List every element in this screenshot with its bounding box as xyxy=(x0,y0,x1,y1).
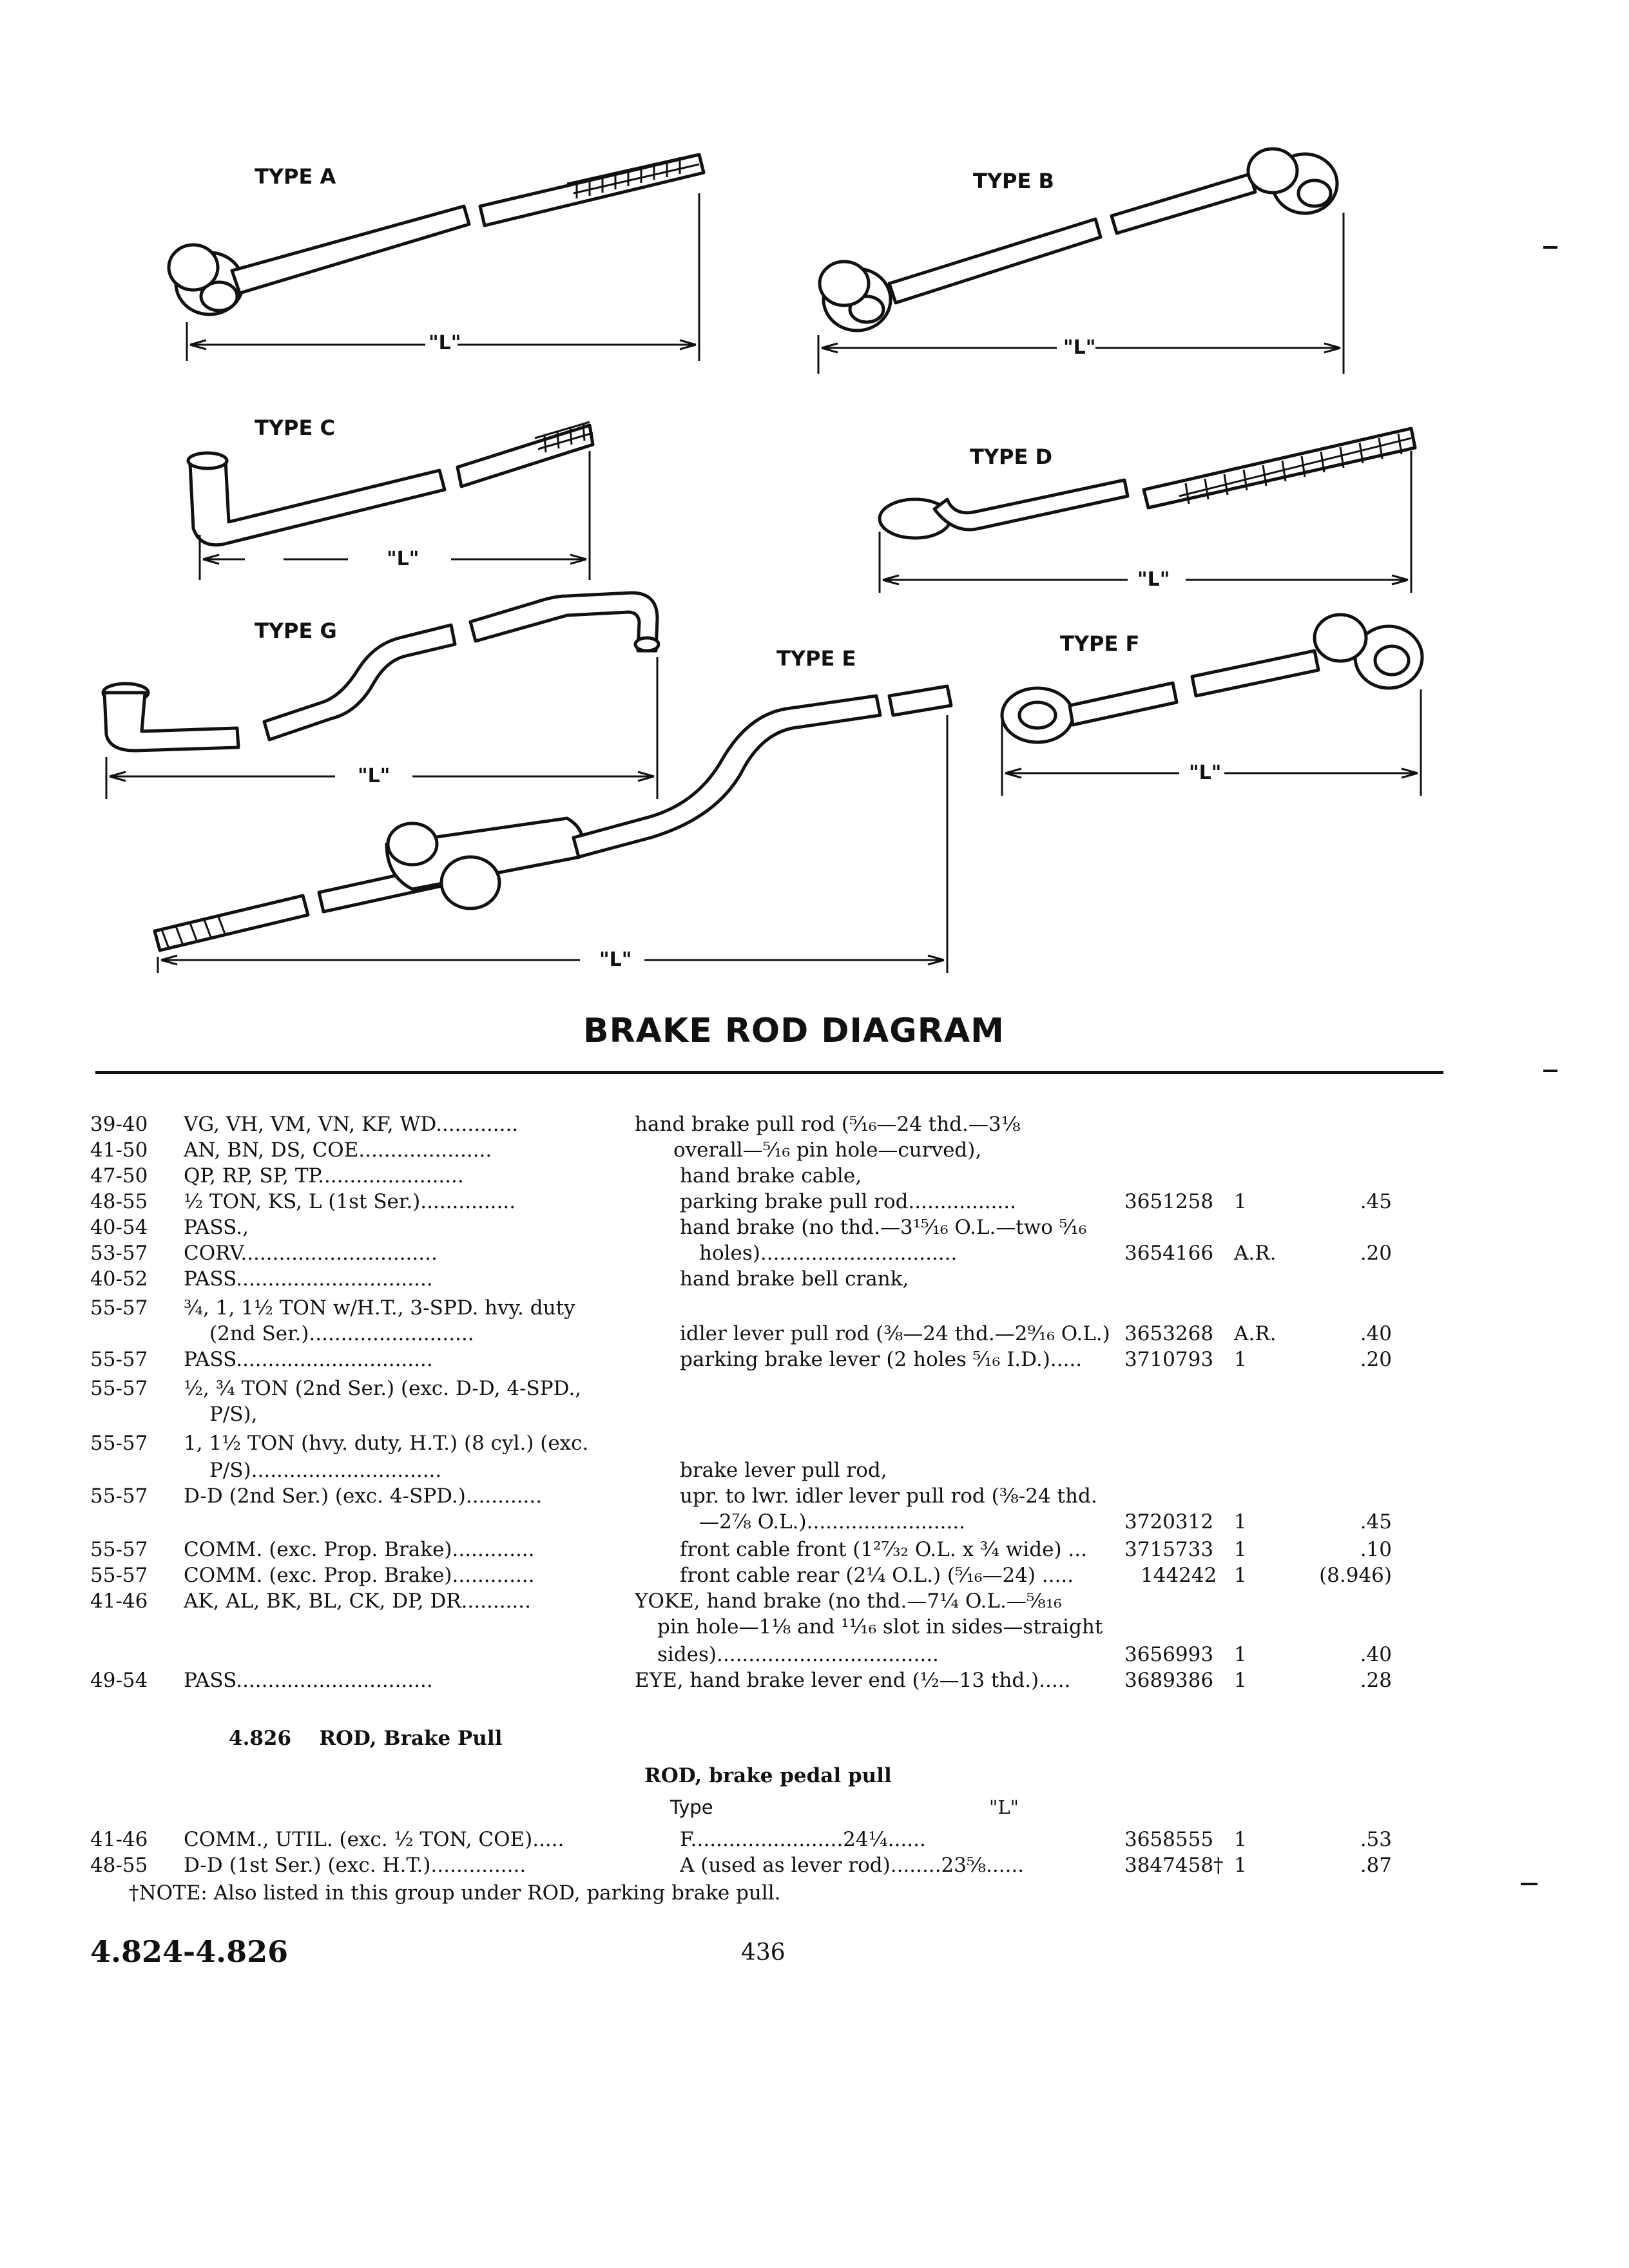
row-part-number: 3654166 xyxy=(1124,1242,1214,1265)
row-quantity: 1 xyxy=(1234,1669,1247,1692)
row-quantity: A.R. xyxy=(1234,1322,1277,1345)
row-years: 49-54 xyxy=(90,1669,148,1692)
column-type-header: Type xyxy=(670,1796,713,1818)
row-description: EYE, hand brake lever end (½—13 thd.)..... xyxy=(635,1669,1071,1692)
row-models: PASS............................... xyxy=(184,1267,433,1291)
row-years: 48-55 xyxy=(90,1854,148,1877)
margin-mark xyxy=(1521,1883,1537,1885)
type-c-dim-label: "L" xyxy=(387,548,419,570)
row-price: .87 xyxy=(1360,1854,1392,1877)
row-years: 55-57 xyxy=(90,1432,148,1455)
column-l-header: "L" xyxy=(989,1796,1019,1818)
margin-mark xyxy=(1543,1070,1557,1072)
row-models: COMM. (exc. Prop. Brake)............. xyxy=(184,1538,535,1561)
row-description: hand brake (no thd.—3¹⁵⁄₁₆ O.L.—two ⁵⁄₁₆ xyxy=(680,1216,1087,1239)
row-part-number: 3710793 xyxy=(1124,1348,1214,1371)
section-number: 4.826 xyxy=(229,1727,292,1750)
diagram-title: BRAKE ROD DIAGRAM xyxy=(583,1012,1005,1050)
row-description: F........................24¼...... xyxy=(680,1828,926,1851)
row-description: overall—⁵⁄₁₆ pin hole—curved), xyxy=(673,1139,982,1162)
row-quantity: 1 xyxy=(1234,1828,1247,1851)
brake-rod-diagram xyxy=(0,0,1629,1005)
type-a-dim-label: "L" xyxy=(429,332,461,354)
row-models: D-D (2nd Ser.) (exc. 4-SPD.)............ xyxy=(184,1485,543,1508)
row-part-number: 3715733 xyxy=(1124,1538,1214,1561)
row-description: A (used as lever rod)........23⅝...... xyxy=(680,1854,1025,1877)
type-b-label: TYPE B xyxy=(973,169,1054,193)
row-years: 48-55 xyxy=(90,1190,148,1213)
row-description: parking brake lever (2 holes ⁵⁄₁₆ I.D.)..... xyxy=(680,1348,1083,1371)
row-years: 47-50 xyxy=(90,1164,148,1187)
row-models: ½ TON, KS, L (1st Ser.)............... xyxy=(184,1190,516,1213)
row-models: AN, BN, DS, COE..................... xyxy=(184,1139,492,1162)
row-price: .28 xyxy=(1360,1669,1392,1692)
row-models: COMM. (exc. Prop. Brake)............. xyxy=(184,1564,535,1587)
row-description: front cable front (1²⁷⁄₃₂ O.L. x ¾ wide) ... xyxy=(680,1538,1087,1561)
row-models: 1, 1½ TON (hvy. duty, H.T.) (8 cyl.) (exc. xyxy=(184,1432,589,1455)
row-years: 40-54 xyxy=(90,1216,148,1239)
row-models: VG, VH, VM, VN, KF, WD............. xyxy=(184,1113,519,1136)
row-models: ¾, 1, 1½ TON w/H.T., 3-SPD. hvy. duty xyxy=(184,1296,575,1320)
row-part-number: 3656993 xyxy=(1124,1643,1214,1666)
row-quantity: 1 xyxy=(1234,1348,1247,1371)
row-description: parking brake pull rod................. xyxy=(680,1190,1016,1213)
page-number: 436 xyxy=(741,1939,786,1966)
row-description: idler lever pull rod (⅜—24 thd.—2⁹⁄₁₆ O.L.) xyxy=(680,1322,1110,1345)
type-a-rod-drawing xyxy=(169,155,704,314)
row-description: holes)............................... xyxy=(699,1242,958,1265)
row-years: 55-57 xyxy=(90,1538,148,1561)
row-description: front cable rear (2¼ O.L.) (⁵⁄₁₆—24) ..... xyxy=(680,1564,1074,1587)
row-price: (8.946) xyxy=(1319,1564,1392,1587)
row-years: 40-52 xyxy=(90,1267,148,1291)
row-part-number: 3658555 xyxy=(1124,1828,1214,1851)
row-years: 53-57 xyxy=(90,1242,148,1265)
row-part-number: 144242 xyxy=(1141,1564,1217,1587)
row-quantity: 1 xyxy=(1234,1510,1247,1533)
row-years: 55-57 xyxy=(90,1377,148,1400)
row-models: PASS............................... xyxy=(184,1348,433,1371)
type-c-label: TYPE C xyxy=(255,416,335,440)
row-price: .45 xyxy=(1360,1510,1392,1533)
row-description: hand brake bell crank, xyxy=(680,1267,909,1291)
row-quantity: A.R. xyxy=(1234,1242,1277,1265)
section-range: 4.824-4.826 xyxy=(90,1934,289,1969)
row-part-number: 3847458† xyxy=(1124,1854,1224,1877)
row-description: hand brake pull rod (⁵⁄₁₆—24 thd.—3⅛ xyxy=(635,1113,1021,1136)
row-models: (2nd Ser.).......................... xyxy=(209,1322,474,1345)
diagram-drawings xyxy=(0,0,1629,1005)
type-a-label: TYPE A xyxy=(255,164,336,189)
row-models: AK, AL, BK, BL, CK, DP, DR........... xyxy=(184,1590,531,1613)
type-f-label: TYPE F xyxy=(1060,631,1140,656)
row-models: QP, RP, SP, TP....................... xyxy=(184,1164,464,1187)
row-quantity: 1 xyxy=(1234,1538,1247,1561)
row-part-number: 3689386 xyxy=(1124,1669,1214,1692)
row-price: .45 xyxy=(1360,1190,1392,1213)
row-models: P/S).............................. xyxy=(209,1459,442,1482)
row-description: hand brake cable, xyxy=(680,1164,862,1187)
row-years: 55-57 xyxy=(90,1564,148,1587)
subsection-title: ROD, brake pedal pull xyxy=(644,1764,892,1787)
row-models: PASS............................... xyxy=(184,1669,433,1692)
row-price: .40 xyxy=(1360,1322,1392,1345)
title-rule xyxy=(95,1071,1443,1074)
row-models: P/S), xyxy=(209,1403,258,1426)
row-price: .40 xyxy=(1360,1643,1392,1666)
type-d-dim-label: "L" xyxy=(1137,568,1170,591)
type-g-label: TYPE G xyxy=(255,619,337,643)
type-f-dim-label: "L" xyxy=(1189,762,1222,784)
row-quantity: 1 xyxy=(1234,1564,1247,1587)
row-description: YOKE, hand brake (no thd.—7¼ O.L.—⅝₁₆ xyxy=(635,1590,1062,1613)
row-description: brake lever pull rod, xyxy=(680,1459,887,1482)
row-price: .20 xyxy=(1360,1242,1392,1265)
row-years: 55-57 xyxy=(90,1485,148,1508)
row-description: —2⅞ O.L.)......................... xyxy=(699,1510,965,1533)
type-b-rod-drawing xyxy=(820,149,1337,331)
row-description: sides)................................... xyxy=(657,1643,939,1666)
type-d-rod-drawing xyxy=(880,428,1415,538)
type-d-label: TYPE D xyxy=(970,445,1053,469)
row-part-number: 3720312 xyxy=(1124,1510,1214,1533)
row-years: 55-57 xyxy=(90,1296,148,1320)
row-price: .53 xyxy=(1360,1828,1392,1851)
row-description: upr. to lwr. idler lever pull rod (⅜-24 thd. xyxy=(680,1485,1097,1508)
row-years: 39-40 xyxy=(90,1113,148,1136)
row-years: 55-57 xyxy=(90,1348,148,1371)
row-years: 41-46 xyxy=(90,1590,148,1613)
row-models: PASS., xyxy=(184,1216,249,1239)
row-models: ½, ¾ TON (2nd Ser.) (exc. D-D, 4-SPD., xyxy=(184,1377,582,1400)
footnote: †NOTE: Also listed in this group under ROD, parking brake pull. xyxy=(129,1881,781,1905)
type-e-dim-label: "L" xyxy=(599,948,632,971)
row-models: CORV............................... xyxy=(184,1242,438,1265)
row-quantity: 1 xyxy=(1234,1854,1247,1877)
type-g-rod-drawing xyxy=(103,593,659,751)
margin-mark xyxy=(1543,246,1557,249)
row-quantity: 1 xyxy=(1234,1643,1247,1666)
row-price: .10 xyxy=(1360,1538,1392,1561)
row-models: D-D (1st Ser.) (exc. H.T.)............... xyxy=(184,1854,526,1877)
section-heading xyxy=(229,1727,502,1750)
type-g-dim-label: "L" xyxy=(358,765,390,787)
row-years: 41-50 xyxy=(90,1139,148,1162)
type-b-dim-label: "L" xyxy=(1063,336,1096,359)
row-quantity: 1 xyxy=(1234,1190,1247,1213)
row-part-number: 3653268 xyxy=(1124,1322,1214,1345)
section-title: ROD, Brake Pull xyxy=(319,1727,503,1750)
row-years: 41-46 xyxy=(90,1828,148,1851)
type-e-label: TYPE E xyxy=(776,646,856,671)
type-c-rod-drawing xyxy=(188,422,593,545)
row-description: pin hole—1⅛ and ¹¹⁄₁₆ slot in sides—straight xyxy=(657,1615,1103,1639)
row-price: .20 xyxy=(1360,1348,1392,1371)
row-models: COMM., UTIL. (exc. ½ TON, COE)..... xyxy=(184,1828,564,1851)
row-part-number: 3651258 xyxy=(1124,1190,1214,1213)
